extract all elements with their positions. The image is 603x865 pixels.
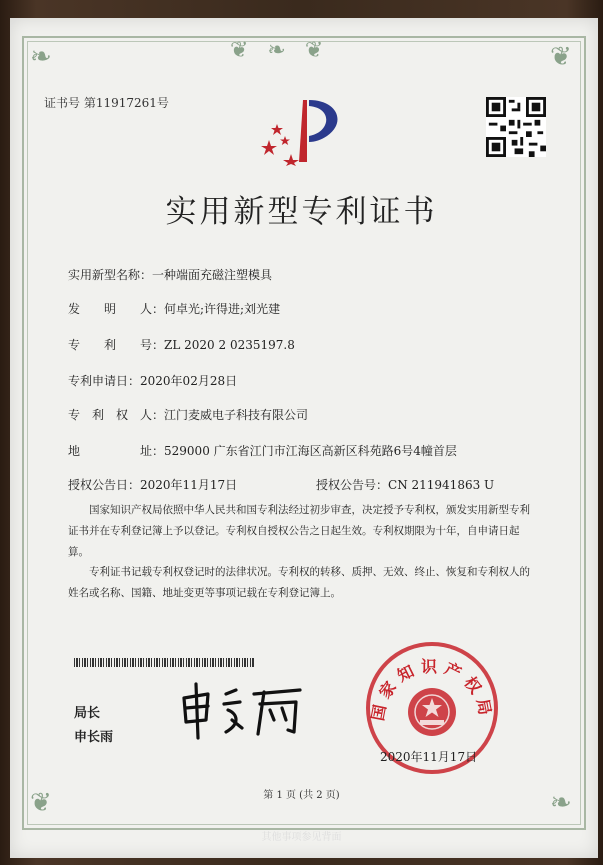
field-patentee xyxy=(68,406,308,423)
field-application-date xyxy=(68,372,237,389)
cnipa-logo-icon xyxy=(255,96,355,166)
page-indicator: 第 1 页 (共 2 页) xyxy=(263,790,340,801)
field-value: 2020年02月28日 xyxy=(140,374,238,388)
director-signature-icon xyxy=(178,680,308,742)
qr-code-icon xyxy=(486,97,546,157)
notice-paragraph: 国家知识产权局依照中华人民共和国专利法经过初步审查，决定授予专利权，颁发实用新型专利证书并在专利登记簿上予以登记。专利权自授权公告之日起生效。专利权期限为十年，自申请日起算。 xyxy=(68,504,530,558)
corner-ornament-icon: ❧ xyxy=(30,42,52,72)
seal-text: 国家知识产权局 xyxy=(368,657,496,723)
field-grant-announcement-date xyxy=(68,476,237,493)
notice-paragraph: 专利证书记载专利权登记时的法律状况。专利权的转移、质押、无效、终止、恢复和专利权人的姓名或名称、国籍、地址变更等事项记载在专利登记簿上。 xyxy=(68,566,530,599)
field-inventors xyxy=(68,300,280,317)
field-label: 专 利 号： xyxy=(68,338,165,352)
corner-ornament-icon: ❦ xyxy=(30,788,52,818)
field-patent-number xyxy=(68,336,295,353)
corner-ornament-icon: ❦ xyxy=(550,42,572,72)
field-label: 地 址： xyxy=(68,444,165,458)
field-value: 529000 广东省江门市江海区高新区科苑路6号4幢首层 xyxy=(164,444,457,458)
field-value: CN 211941863 U xyxy=(388,478,495,492)
field-address xyxy=(68,442,457,459)
field-value: 江门麦威电子科技有限公司 xyxy=(164,408,309,422)
top-ornament-icon: ❦ ❧ ❦ xyxy=(230,38,330,63)
certificate-number: 证书号 第11917261号 xyxy=(44,96,169,110)
field-value: ZL 2020 2 0235197.8 xyxy=(164,338,295,352)
field-value: 何卓光;许得进;刘光建 xyxy=(164,302,281,316)
corner-ornament-icon: ❧ xyxy=(550,788,572,818)
footer-note: 其他事项参见背面 xyxy=(261,832,342,843)
field-grant-announcement-number xyxy=(316,476,494,493)
field-value: 一种端面充磁注塑模具 xyxy=(152,268,273,282)
director-name: 申长雨 xyxy=(74,730,114,745)
field-label: 授权公告日： xyxy=(68,478,141,492)
field-label: 实用新型名称： xyxy=(68,268,153,282)
director-title: 局长 xyxy=(74,706,101,721)
field-value: 2020年11月17日 xyxy=(140,478,238,492)
field-utility-model-name xyxy=(68,266,272,283)
field-label: 发 明 人： xyxy=(68,302,165,316)
field-label: 专 利 权 人： xyxy=(68,408,165,422)
certificate-title: 实用新型专利证书 xyxy=(165,194,438,230)
field-label: 授权公告号： xyxy=(316,478,389,492)
barcode-icon xyxy=(74,658,254,667)
field-label: 专利申请日： xyxy=(68,374,141,388)
seal-date: 2020年11月17日 xyxy=(380,750,478,764)
